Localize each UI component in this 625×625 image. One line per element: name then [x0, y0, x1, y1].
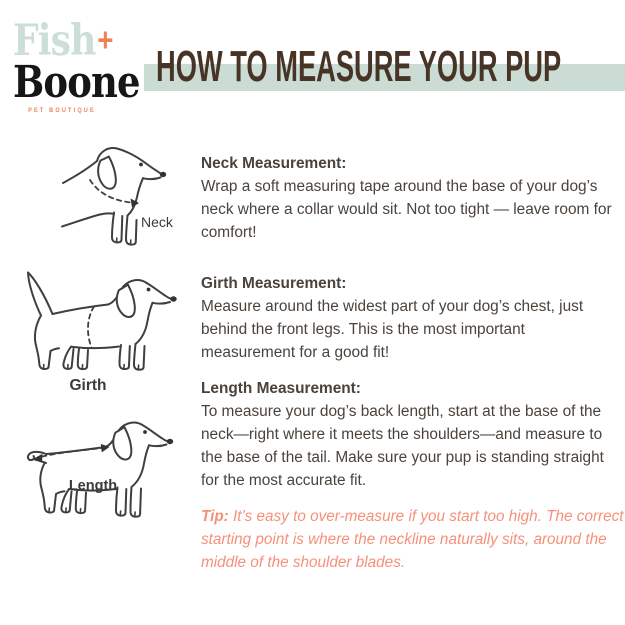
section-heading: Neck Measurement: — [201, 155, 347, 172]
girth-measure-line — [88, 307, 94, 348]
section-girth — [201, 272, 622, 364]
dog-eye — [147, 288, 151, 292]
brand-name-line2: Boone — [13, 57, 140, 108]
dog-eye — [139, 163, 143, 167]
tip-note — [201, 505, 625, 574]
section-neck — [201, 152, 622, 244]
section-heading: Length Measurement: — [201, 380, 361, 397]
length-dog-illustration — [15, 410, 190, 530]
section-length — [201, 377, 622, 492]
neck-dog-illustration — [55, 145, 190, 250]
neck-label: Neck — [141, 214, 173, 230]
dog-nose — [160, 172, 166, 177]
brand-logo — [13, 16, 140, 114]
dog-nose — [170, 296, 176, 301]
tip-text: It’s easy to over-measure if you start too high. The correct starting point is where the neckline naturally sits, around the middle of the shoulder blades. — [201, 508, 624, 571]
length-measure-line — [42, 448, 101, 456]
dog-ear — [113, 427, 131, 460]
section-body: To measure your dog’s back length, start at the base of the neck—right where it meets the shoulders—and measure to the base of the tail. Make sure your pup is standing straight for the most accurate fit. — [201, 403, 604, 489]
brand-fish-text: Fish — [13, 16, 96, 66]
section-heading: Girth Measurement: — [201, 275, 347, 292]
dog-ear — [98, 157, 116, 189]
dog-ear — [117, 285, 135, 318]
girth-label: Girth — [69, 377, 107, 394]
tip-label: Tip: — [201, 508, 229, 525]
length-label: Length — [68, 478, 118, 494]
plus-icon: + — [97, 21, 113, 58]
section-body: Wrap a soft measuring tape around the base of your dog’s neck where a collar would sit. Not too tight — leave room for comfort! — [201, 178, 612, 241]
dog-nose — [167, 439, 173, 444]
girth-dog-illustration — [15, 268, 190, 395]
dog-eye — [143, 430, 147, 434]
brand-tagline: PET BOUTIQUE — [28, 107, 96, 114]
section-body: Measure around the widest part of your dog’s chest, just behind the front legs. This is the most important measurement for a good fit! — [201, 298, 584, 361]
page-title: HOW TO MEASURE YOUR PUP — [156, 42, 562, 91]
